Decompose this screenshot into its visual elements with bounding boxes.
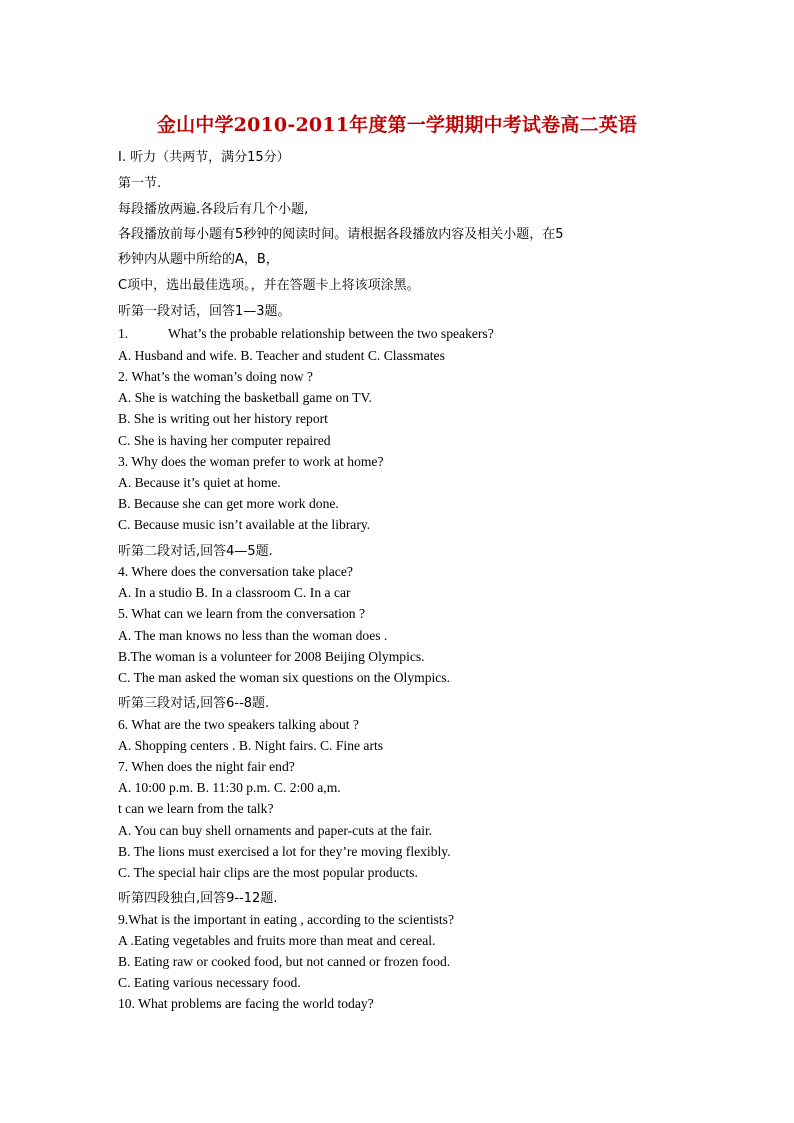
question-2-option-a: A. She is watching the basketball game on TV.	[118, 390, 372, 405]
section-heading: I. 听力（共两节，满分15分）	[118, 150, 290, 165]
question-8: t can we learn from the talk?	[118, 801, 274, 816]
segment-2-heading: 听第二段对话,回答4—5题.	[118, 544, 273, 559]
question-6-options: A. Shopping centers . B. Night fairs. C. Fine arts	[118, 738, 384, 753]
question-2-option-b: B. She is writing out her history report	[118, 411, 328, 426]
question-5-option-b: B.The woman is a volunteer for 2008 Beijing Olympics.	[118, 649, 425, 664]
instruction-line-3: 秒钟内从题中所给的A，B，	[118, 252, 279, 267]
question-8-option-a: A. You can buy shell ornaments and paper-cuts at the fair.	[118, 823, 433, 838]
segment-4-heading: 听第四段独白,回答9--12题.	[118, 891, 278, 906]
question-9-option-a: A .Eating vegetables and fruits more than meat and cereal.	[118, 933, 436, 948]
question-2-option-c: C. She is having her computer repaired	[118, 433, 331, 448]
segment-1-heading: 听第一段对话，回答1—3题。	[118, 304, 291, 319]
question-3-option-b: B. Because she can get more work done.	[118, 496, 339, 511]
question-10: 10. What problems are facing the world today?	[118, 996, 374, 1011]
question-6: 6. What are the two speakers talking about ?	[118, 717, 359, 732]
question-3-option-c: C. Because music isn’t available at the library.	[118, 517, 371, 532]
question-3: 3. Why does the woman prefer to work at home?	[118, 454, 384, 469]
question-9: 9.What is the important in eating , according to the scientists?	[118, 912, 454, 927]
instruction-line-4: C项中，选出最佳选项。，并在答题卡上将该项涂黑。	[118, 278, 420, 293]
question-5-option-a: A. The man knows no less than the woman does .	[118, 628, 388, 643]
question-7-options: A. 10:00 p.m. B. 11:30 p.m. C. 2:00 a,m.	[118, 780, 341, 795]
instruction-line-1: 每段播放两遍.各段后有几个小题,	[118, 202, 309, 217]
question-5-option-c: C. The man asked the woman six questions on the Olympics.	[118, 670, 450, 685]
question-8-option-b: B. The lions must exercised a lot for they’re moving flexibly.	[118, 844, 451, 859]
question-9-option-c: C. Eating various necessary food.	[118, 975, 301, 990]
question-7: 7. When does the night fair end?	[118, 759, 295, 774]
segment-3-heading: 听第三段对话,回答6--8题.	[118, 696, 270, 711]
question-8-option-c: C. The special hair clips are the most popular products.	[118, 865, 418, 880]
question-3-option-a: A. Because it’s quiet at home.	[118, 475, 281, 490]
question-4: 4. Where does the conversation take place?	[118, 564, 353, 579]
question-2: 2. What’s the woman’s doing now ?	[118, 369, 313, 384]
question-1-number: 1.	[118, 326, 129, 341]
exam-title: 金山中学2010-2011年度第一学期期中考试卷高二英语	[156, 114, 638, 136]
question-4-options: A. In a studio B. In a classroom C. In a car	[118, 585, 351, 600]
question-5: 5. What can we learn from the conversation ?	[118, 606, 365, 621]
question-9-option-b: B. Eating raw or cooked food, but not canned or frozen food.	[118, 954, 451, 969]
question-1-text: What’s the probable relationship between the two speakers?	[168, 326, 494, 341]
instruction-line-2: 各段播放前每小题有5秒钟的阅读时间。请根据各段播放内容及相关小题，在5	[118, 227, 564, 242]
question-1-options: A. Husband and wife. B. Teacher and student C. Classmates	[118, 348, 445, 363]
part-label: 第一节.	[118, 176, 162, 191]
question-1	[118, 326, 494, 342]
